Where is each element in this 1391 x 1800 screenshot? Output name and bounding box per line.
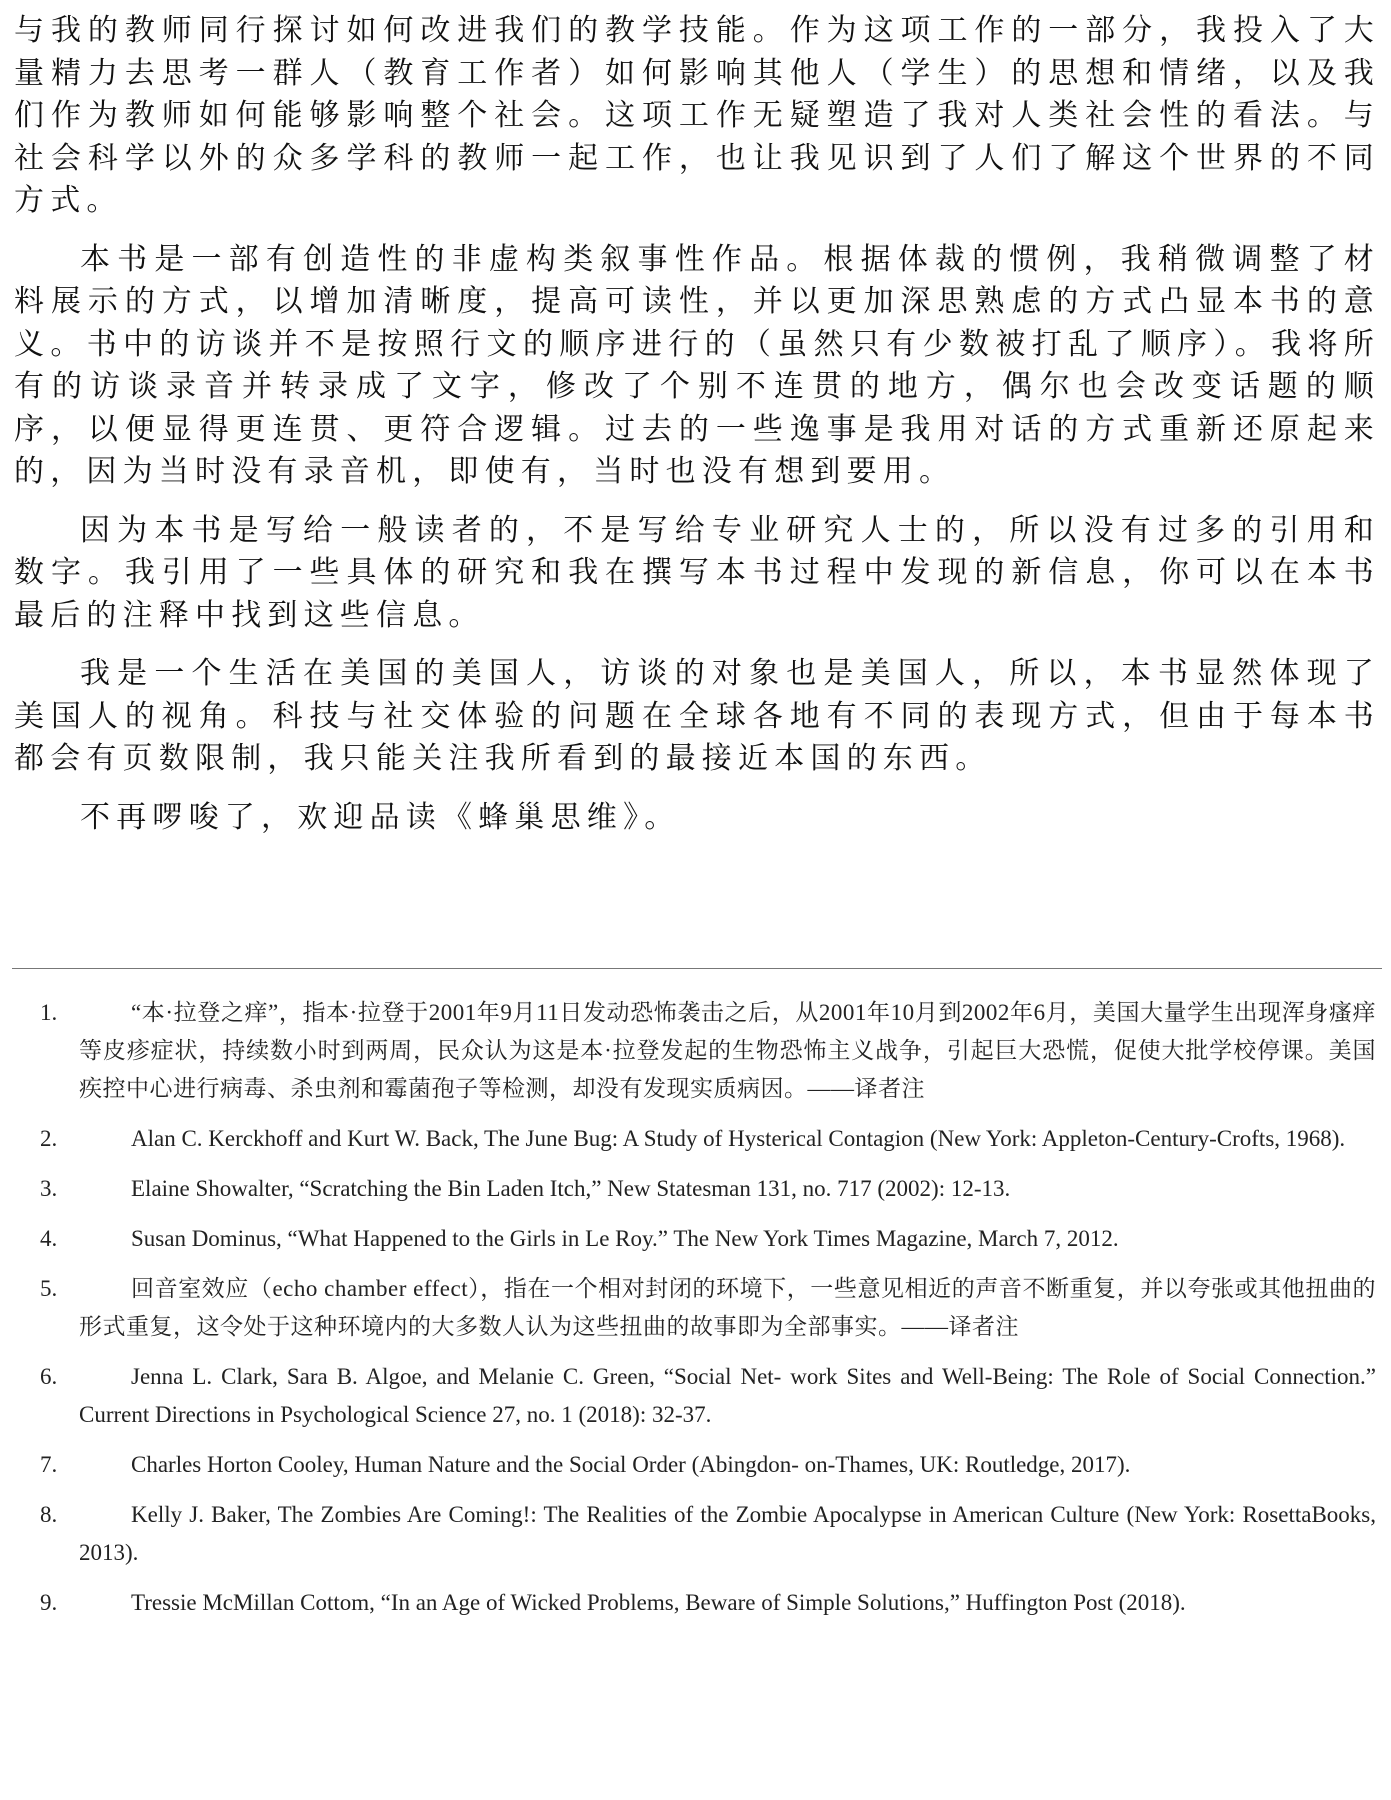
footnote-number: 6. [40,1364,58,1389]
footnote-7 [40,1446,1376,1484]
footnote-3 [40,1170,1376,1208]
body-paragraph-1: 与我的教师同行探讨如何改进我们的教学技能。作为这项工作的一部分，我投入了大量精力去思考一群人（教育工作者）如何影响其他人（学生）的思想和情绪，以及我们作为教师如何能够影响整个社会。这项工作无疑塑造了我对人类社会性的看法。与社会科学以外的众多学科的教师一起工作，也让我见识到了人们了解这个世界的不同方式。 [14,13,1380,218]
footnote-6 [40,1358,1376,1434]
footnote-2 [40,1120,1376,1158]
footnote-number: 5. [40,1276,58,1301]
footnote-divider [12,968,1382,969]
footnote-number: 2. [40,1126,58,1151]
main-text [14,10,1380,855]
footnote-list [40,994,1376,1634]
footnote-text: 回音室效应（echo chamber effect），指在一个相对封闭的环境下，一些意见相近的声音不断重复，并以夸张或其他扭曲的形式重复，这令处于这种环境内的大多数人认为这些扭曲的故事即为全部事实。——译者注 [79,1276,1376,1339]
footnote-text: Elaine Showalter, “Scratching the Bin Laden Itch,” New Statesman 131, no. 717 (2002): 12-13. [131,1176,1011,1201]
footnote-text: Tressie McMillan Cottom, “In an Age of Wicked Problems, Beware of Simple Solutions,” Huffington Post (2018). [131,1590,1186,1615]
footnote-text: Susan Dominus, “What Happened to the Girls in Le Roy.” The New York Times Magazine, March 7, 2012. [131,1226,1119,1251]
footnote-number: 8. [40,1502,58,1527]
footnote-text: “本·拉登之痒”，指本·拉登于2001年9月11日发动恐怖袭击之后，从2001年10月到2002年6月，美国大量学生出现浑身瘙痒等皮疹症状，持续数小时到两周，民众认为这是本·拉登发起的生物恐怖主义战争，引起巨大恐慌，促使大批学校停课。美国疾控中心进行病毒、杀虫剂和霉菌孢子等检测，却没有发现实质病因。——译者注 [79,1000,1376,1101]
footnote-number: 9. [40,1590,58,1615]
footnote-number: 4. [40,1226,58,1251]
footnote-text: Charles Horton Cooley, Human Nature and the Social Order (Abingdon- on-Thames, UK: Routledge, 2017). [131,1452,1131,1477]
footnote-4 [40,1220,1376,1258]
footnote-5 [40,1270,1376,1346]
footnote-number: 3. [40,1176,58,1201]
footnote-1 [40,994,1376,1108]
body-paragraph-2: 本书是一部有创造性的非虚构类叙事性作品。根据体裁的惯例，我稍微调整了材料展示的方式，以增加清晰度，提高可读性，并以更加深思熟虑的方式凸显本书的意义。书中的访谈并不是按照行文的顺序进行的（虽然只有少数被打乱了顺序）。我将所有的访谈录音并转录成了文字，修改了个别不连贯的地方，偶尔也会改变话题的顺序，以便显得更连贯、更符合逻辑。过去的一些逸事是我用对话的方式重新还原起来的，因为当时没有录音机，即使有，当时也没有想到要用。 [14,241,1380,489]
footnote-text: Alan C. Kerckhoff and Kurt W. Back, The June Bug: A Study of Hysterical Contagion (New York: Appleton-Century-Crofts, 1968). [131,1126,1346,1151]
body-paragraph-5: 不再啰唆了，欢迎品读《蜂巢思维》。 [80,799,681,835]
footnote-text: Jenna L. Clark, Sara B. Algoe, and Melanie C. Green, “Social Net- work Sites and Well-Being: The Role of Social Connection.” Current Directions in Psychological Science 27, no. 1 (2018): 32-37. [79,1364,1376,1427]
footnote-text: Kelly J. Baker, The Zombies Are Coming!: The Realities of the Zombie Apocalypse in American Culture (New York: RosettaBooks, 2013). [79,1502,1376,1565]
body-paragraph-4: 我是一个生活在美国的美国人，访谈的对象也是美国人，所以，本书显然体现了美国人的视角。科技与社交体验的问题在全球各地有不同的表现方式，但由于每本书都会有页数限制，我只能关注我所看到的最接近本国的东西。 [14,656,1380,776]
footnote-8 [40,1496,1376,1572]
footnote-number: 7. [40,1452,58,1477]
footnote-9 [40,1584,1376,1622]
body-paragraph-3: 因为本书是写给一般读者的，不是写给专业研究人士的，所以没有过多的引用和数字。我引用了一些具体的研究和我在撰写本书过程中发现的新信息，你可以在本书最后的注释中找到这些信息。 [14,512,1380,633]
footnote-number: 1. [40,1000,58,1025]
